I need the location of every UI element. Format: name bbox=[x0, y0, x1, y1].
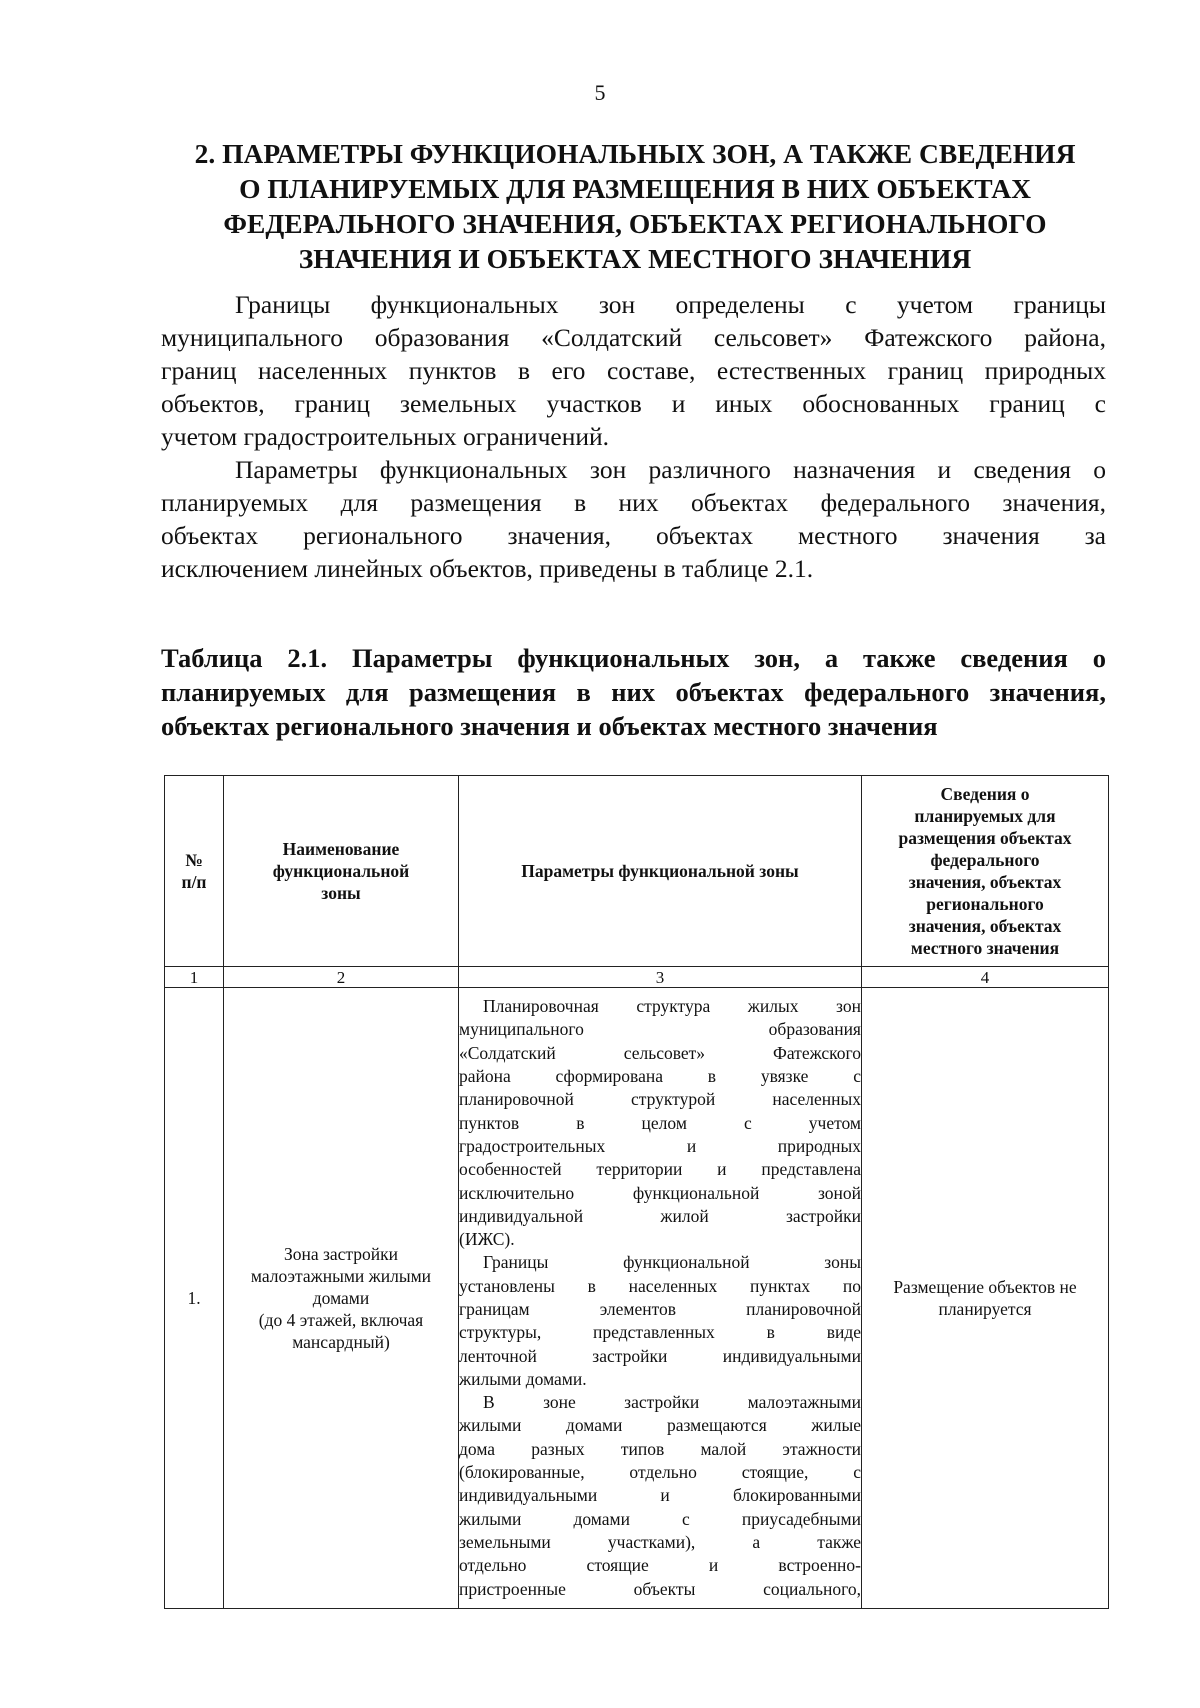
column-number: 4 bbox=[862, 967, 1109, 988]
section-title-line: О ПЛАНИРУЕМЫХ ДЛЯ РАЗМЕЩЕНИЯ В НИХ ОБЪЕКТАХ bbox=[239, 173, 1031, 204]
planned-objects-info: Размещение объектов не планируется bbox=[862, 988, 1109, 1609]
paragraph-line: объектов, границ земельных участков и иных обоснованных границ с bbox=[161, 389, 1106, 418]
column-number-row bbox=[165, 967, 1109, 988]
page-number: 5 bbox=[594, 80, 606, 105]
table-caption-line: Таблица 2.1. Параметры функциональных зон, а также сведения о bbox=[161, 643, 1106, 673]
table-caption-line: объектах регионального значения и объектах местного значения bbox=[161, 711, 938, 741]
paragraph-line: Параметры функциональных зон различного назначения и сведения о bbox=[235, 455, 1106, 484]
zone-name: Зона застройки малоэтажными жилыми домами (до 4 этажей, включая мансардный) bbox=[224, 988, 459, 1609]
column-number: 2 bbox=[224, 967, 459, 988]
paragraph-line: Границы функциональных зон определены с учетом границы bbox=[235, 290, 1106, 319]
section-title-line: ФЕДЕРАЛЬНОГО ЗНАЧЕНИЯ, ОБЪЕКТАХ РЕГИОНАЛЬНОГО bbox=[223, 208, 1047, 239]
column-number: 1 bbox=[165, 967, 224, 988]
zone-parameters-text: Планировочная структура жилых зон муниципального образования «Солдатский сельсовет» Фатежского района сформирована в увязке с планировочной структурой населенных пунктов в целом с учетом градостроительных и природных особенностей территории и представлена исключительно функциональной зоной индивидуальной жилой застройки (ИЖС). Границы функциональной зоны установлены в населенных пунктах по границам элементов планировочной структуры, представленных в виде ленточной застройки индивидуальными жилыми домами. В зоне застройки малоэтажными жилыми домами размещаются жилые дома разных типов малой этажности (блокированные, отдельно стоящие, с индивидуальными и блокированными жилыми домами с приусадебными земельными участками), а также отдельно стоящие и встроенно- пристроенные объекты социального, bbox=[459, 988, 862, 1609]
functional-zones-table bbox=[164, 775, 1109, 1609]
section-title bbox=[155, 136, 1115, 276]
paragraph-line: границ населенных пунктов в его составе, естественных границ природных bbox=[161, 356, 1106, 385]
paragraph-line: учетом градостроительных ограничений. bbox=[161, 422, 610, 451]
row-number: 1. bbox=[165, 988, 224, 1609]
header-planned-objects: Сведения о планируемых для размещения объектах федерального значения, объектах регионального значения, объектах местного значения bbox=[862, 776, 1109, 967]
header-zone-name: Наименование функциональной зоны bbox=[224, 776, 459, 967]
column-number: 3 bbox=[459, 967, 862, 988]
table-row bbox=[165, 988, 1109, 1609]
table-caption bbox=[161, 641, 1106, 743]
paragraph-line: муниципального образования «Солдатский сельсовет» Фатежского района, bbox=[161, 323, 1106, 352]
header-num: № п/п bbox=[165, 776, 224, 967]
section-title-line: ЗНАЧЕНИЯ И ОБЪЕКТАХ МЕСТНОГО ЗНАЧЕНИЯ bbox=[298, 243, 972, 274]
paragraph-line: объектах регионального значения, объектах местного значения за bbox=[161, 521, 1106, 550]
header-zone-parameters: Параметры функциональной зоны bbox=[459, 776, 862, 967]
table-header-row bbox=[165, 776, 1109, 967]
paragraph-line: исключением линейных объектов, приведены в таблице 2.1. bbox=[161, 554, 814, 583]
section-title-line: 2. ПАРАМЕТРЫ ФУНКЦИОНАЛЬНЫХ ЗОН, А ТАКЖЕ СВЕДЕНИЯ bbox=[194, 138, 1076, 169]
paragraph-zone-boundaries bbox=[161, 288, 1106, 453]
table-caption-line: планируемых для размещения в них объектах федерального значения, bbox=[161, 677, 1106, 707]
paragraph-line: планируемых для размещения в них объектах федерального значения, bbox=[161, 488, 1106, 517]
paragraph-zone-parameters bbox=[161, 453, 1106, 585]
